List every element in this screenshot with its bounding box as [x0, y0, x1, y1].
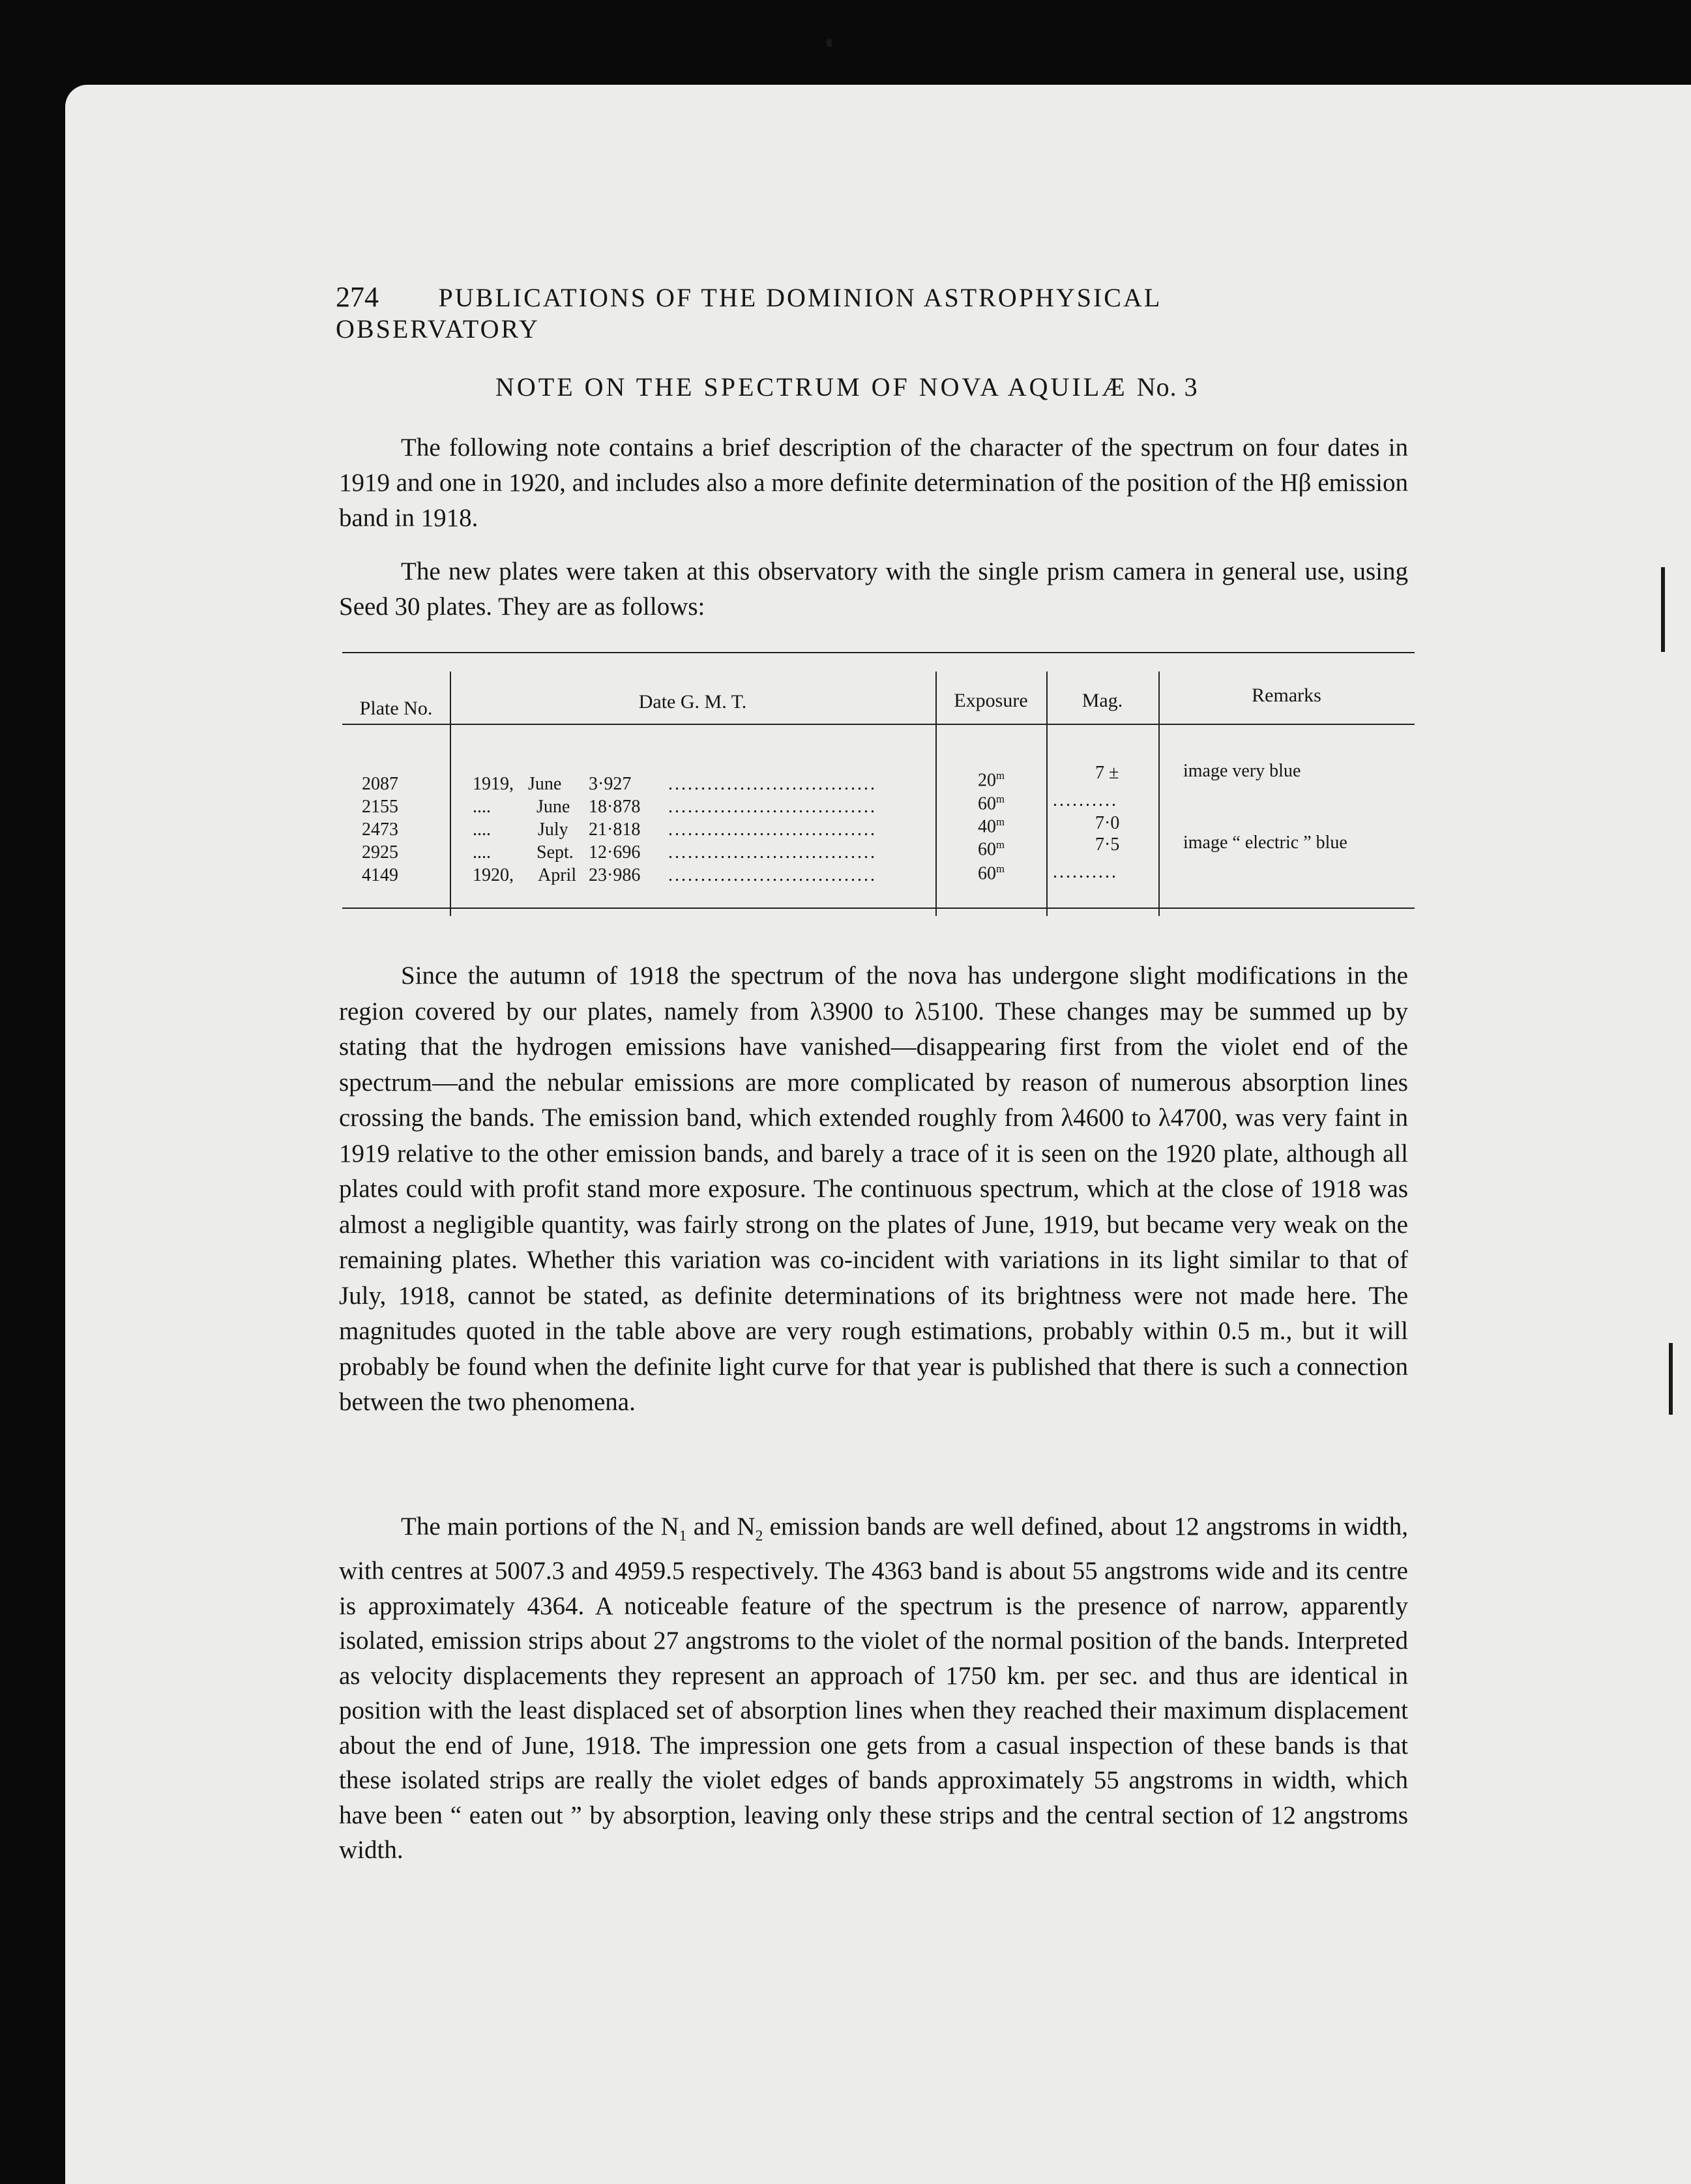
table-row-2-leader: ................................	[668, 797, 877, 817]
table-row-1-exposure: 20$^m$	[978, 769, 1005, 791]
table-row-5-exposure: 60$^m$	[978, 863, 1005, 884]
running-head	[336, 280, 1301, 344]
table-row-3-plate: 2473	[362, 819, 398, 840]
table-row-2-month: June	[537, 797, 570, 817]
table-row-4-plate: 2925	[362, 842, 398, 863]
table-row-1-remarks: image very blue	[1183, 761, 1301, 781]
running-title: PUBLICATIONS OF THE DOMINION ASTROPHYSICAL OBSERVATORY	[336, 283, 1161, 344]
table-row-1-mag: 7 ±	[1095, 763, 1119, 783]
table-row-5-leader: ................................	[668, 865, 877, 885]
table-row-4-remarks: image “ electric ” blue	[1183, 833, 1347, 853]
table-row-4-exposure: 60$^m$	[978, 838, 1005, 860]
note-title	[495, 372, 1198, 402]
table-row-1-day: 3·927	[589, 774, 632, 794]
header-remarks: Remarks	[1252, 685, 1321, 706]
table-row-4-year: ....	[473, 842, 491, 863]
note-title-number: No. 3	[1136, 372, 1198, 402]
table-row-2-year: ....	[473, 797, 491, 817]
table-row-5-mag: ..........	[1053, 862, 1118, 882]
table-row-5-year: 1920,	[473, 865, 514, 885]
table-row-3-month: July	[538, 819, 568, 840]
table-row-2-exposure: 60$^m$	[978, 793, 1005, 814]
paragraph-emission-bands: The main portions of the $N_1$ and $N_2$ emission bands are well defined, about 12 angstroms in width, with centres at 5007.3 and 4959.5 respectively. The 4363 band is about 55 angstroms wide and its centre is approximately 4364. A noticeable feature of the spectrum is the presence of narrow, apparently isolated, emission strips about 27 angstroms to the violet of the normal position of the bands. Interpreted as velocity displacements they represent an approach of 1750 km. per sec. and thus are identical in position with the least displaced set of absorption lines when they reached their maximum displacement about the end of June, 1918. The impression one gets from a casual inspection of these bands is that these isolated strips are really the violet edges of bands approximately 55 angstroms in width, which have been “ eaten out ” by absorption, leaving only these strips and the central section of 12 angstroms width.	[339, 1513, 1408, 1865]
table-row-1-plate: 2087	[362, 774, 398, 794]
paragraph-spectrum-changes: Since the autumn of 1918 the spectrum of the nova has undergone slight modifications in the region covered by our plates, namely from λ3900 to λ5100. These changes may be summed up by stating that the hydrogen emissions have vanished—disappearing first from the violet end of the spectrum—and the nebular emissions are more complicated by reason of numerous absorption lines crossing the bands. The emission band, which extended roughly from λ4600 to λ4700, was very faint in 1919 relative to the other emission bands, and barely a trace of it is seen on the 1920 plate, although all plates could with profit stand more exposure. The continuous spectrum, which at the close of 1918 was almost a negligible quantity, was fairly strong on the plates of June, 1919, but became very weak on the remaining plates. Whether this variation was co-incident with variations in its light similar to that of July, 1918, cannot be stated, as definite determinations of its brightness were not made here. The magnitudes quoted in the table above are very rough estimations, probably within 0.5 m., but it will probably be found when the definite light curve for that year is published that there is such a connection between the two phenomena.	[339, 962, 1408, 1416]
header-exposure: Exposure	[954, 690, 1028, 711]
table-row-4-month: Sept.	[537, 842, 574, 863]
header-date: Date G. M. T.	[638, 691, 747, 713]
table-row-2-mag: ..........	[1053, 790, 1118, 810]
table-row-1-year: 1919,	[473, 774, 514, 794]
table-row-4-mag: 7·5	[1095, 834, 1120, 855]
table-row-4-leader: ................................	[668, 842, 877, 863]
table-row-1-leader: ................................	[668, 774, 877, 794]
table-row-2-plate: 2155	[362, 797, 398, 817]
table-row-5-day: 23·986	[589, 865, 641, 885]
table-bottom-rule	[342, 908, 1415, 909]
table-row-3-day: 21·818	[589, 819, 641, 840]
table-divider-4	[1158, 671, 1160, 916]
table-row-5-month: April	[538, 865, 577, 885]
table-row-3-exposure: 40$^m$	[978, 816, 1005, 837]
table-row-3-mag: 7·0	[1095, 813, 1120, 833]
paragraph-plates: The new plates were taken at this observatory with the single prism camera in general use, using Seed 30 plates. They are as follows:	[339, 557, 1408, 621]
table-row-3-year: ....	[473, 819, 491, 840]
plates-table	[342, 652, 1415, 919]
table-row-2-day: 18·878	[589, 797, 641, 817]
table-header-rule	[342, 724, 1415, 725]
table-top-rule	[342, 652, 1415, 653]
paragraph-intro: The following note contains a brief description of the character of the spectrum on four dates in 1919 and one in 1920, and includes also a more definite determination of the position of the Hβ emission band in 1918.	[339, 434, 1408, 532]
table-row-4-day: 12·696	[589, 842, 641, 863]
table-row-3-leader: ................................	[668, 819, 877, 840]
note-title-main: NOTE ON THE SPECTRUM OF NOVA AQUILÆ	[495, 372, 1128, 402]
header-mag: Mag.	[1081, 690, 1123, 711]
table-row-1-month: June	[528, 774, 562, 794]
table-row-5-plate: 4149	[362, 865, 398, 885]
header-plate-no: Plate No.	[359, 698, 433, 719]
page-number: 274	[336, 281, 379, 313]
